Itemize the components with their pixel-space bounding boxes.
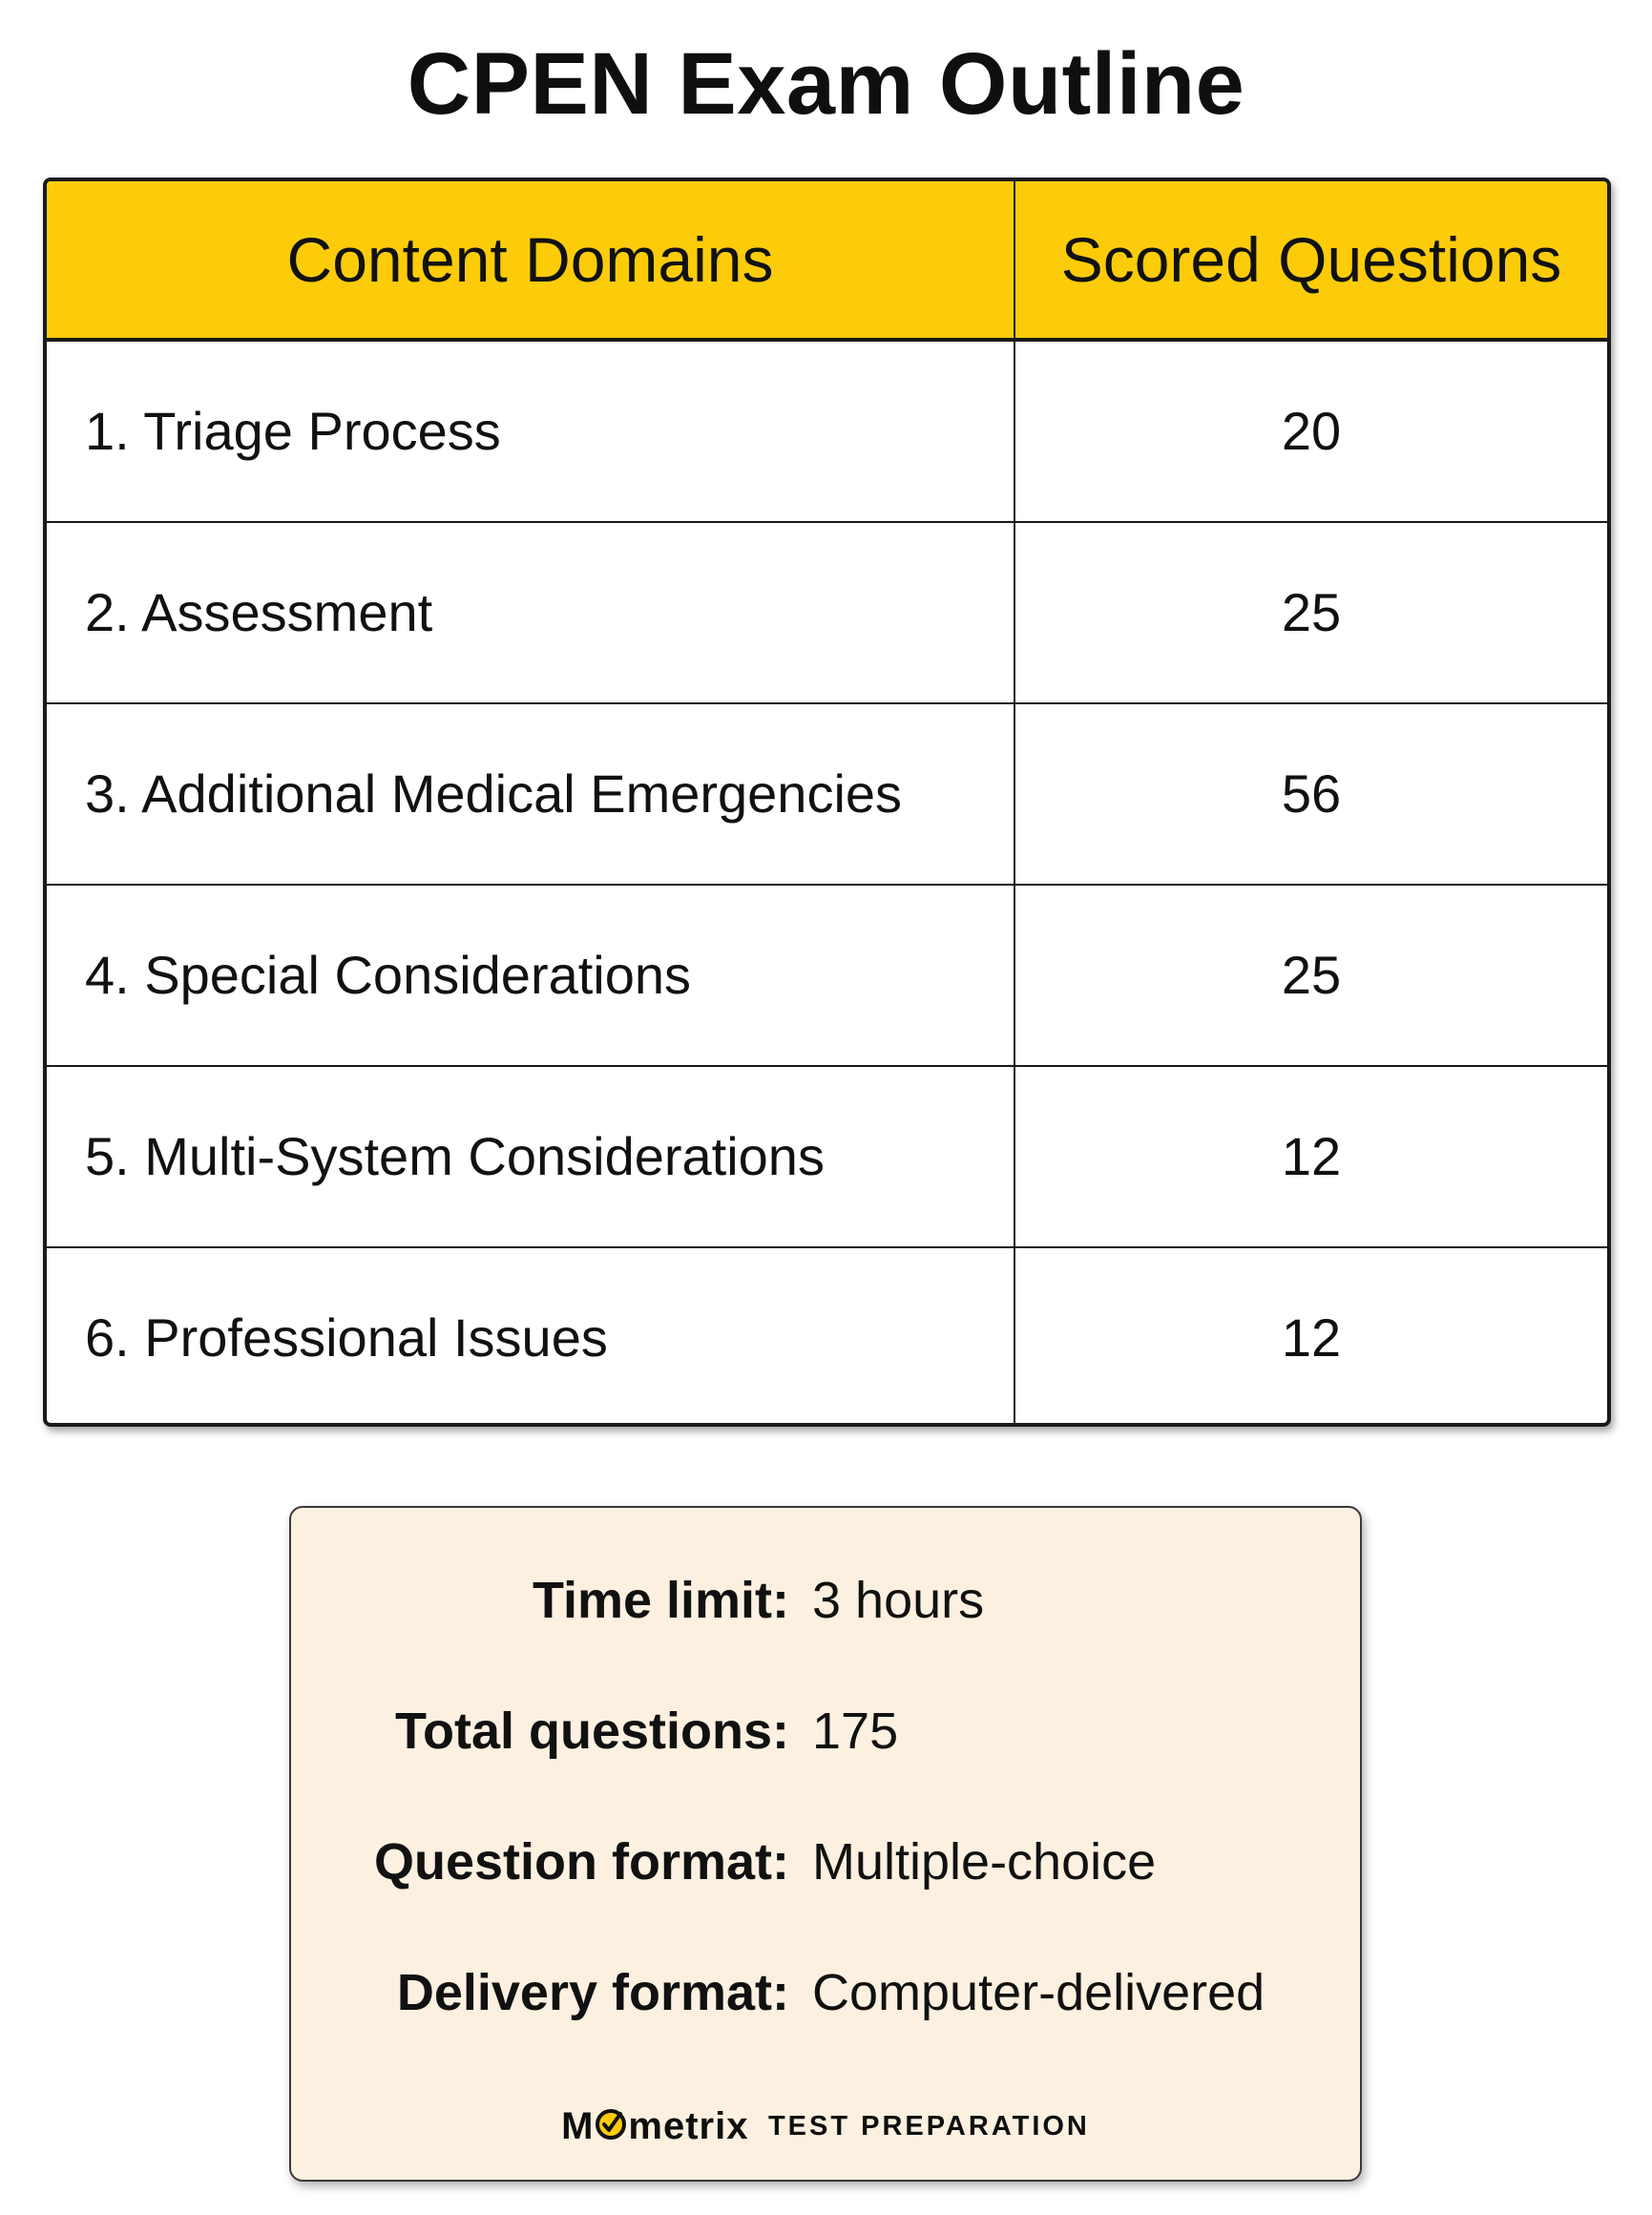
exam-outline-table [43,178,1611,1427]
info-label: Delivery format: [396,1964,789,2021]
table-row [47,342,1607,523]
info-value: 175 [812,1703,899,1760]
header-scored-questions: Scored Questions [1060,224,1562,295]
domain-cell: 4. Special Considerations [85,945,692,1005]
table-row [47,704,1607,886]
header-content-domains: Content Domains [286,224,774,295]
info-value: 3 hours [812,1572,985,1629]
questions-cell: 12 [1281,1126,1342,1186]
info-row-total-questions [291,1693,1360,1769]
info-label: Time limit: [532,1572,789,1629]
mometrix-logo [291,2102,1360,2150]
questions-cell: 20 [1281,401,1342,461]
domain-cell: 6. Professional Issues [85,1307,608,1368]
table-header-row [47,181,1607,342]
table-body [47,342,1607,1427]
brand-tagline: TEST PREPARATION [767,2111,1090,2142]
info-row-delivery-format [291,1954,1360,2031]
questions-cell: 25 [1281,945,1342,1005]
info-value: Multiple-choice [812,1833,1157,1891]
check-circle-icon [595,2108,627,2141]
brand-name-start: M [561,2105,595,2147]
questions-cell: 12 [1281,1307,1342,1368]
table-row [47,886,1607,1067]
questions-cell: 25 [1281,582,1342,642]
info-row-question-format [291,1824,1360,1900]
info-value: Computer-delivered [812,1964,1265,2021]
domain-cell: 5. Multi-System Considerations [85,1126,825,1186]
table-row [47,1067,1607,1248]
questions-cell: 56 [1281,763,1342,824]
domain-cell: 3. Additional Medical Emergencies [85,763,903,824]
exam-info-box [289,1506,1362,2182]
brand-name-end: metrix [628,2105,749,2147]
table-row [47,523,1607,704]
domain-cell: 2. Assessment [85,582,433,642]
page-title: CPEN Exam Outline [407,35,1245,133]
info-row-time-limit [291,1562,1360,1639]
info-label: Total questions: [395,1703,789,1760]
info-label: Question format: [373,1833,789,1891]
domain-cell: 1. Triage Process [85,401,501,461]
table-row [47,1248,1607,1427]
